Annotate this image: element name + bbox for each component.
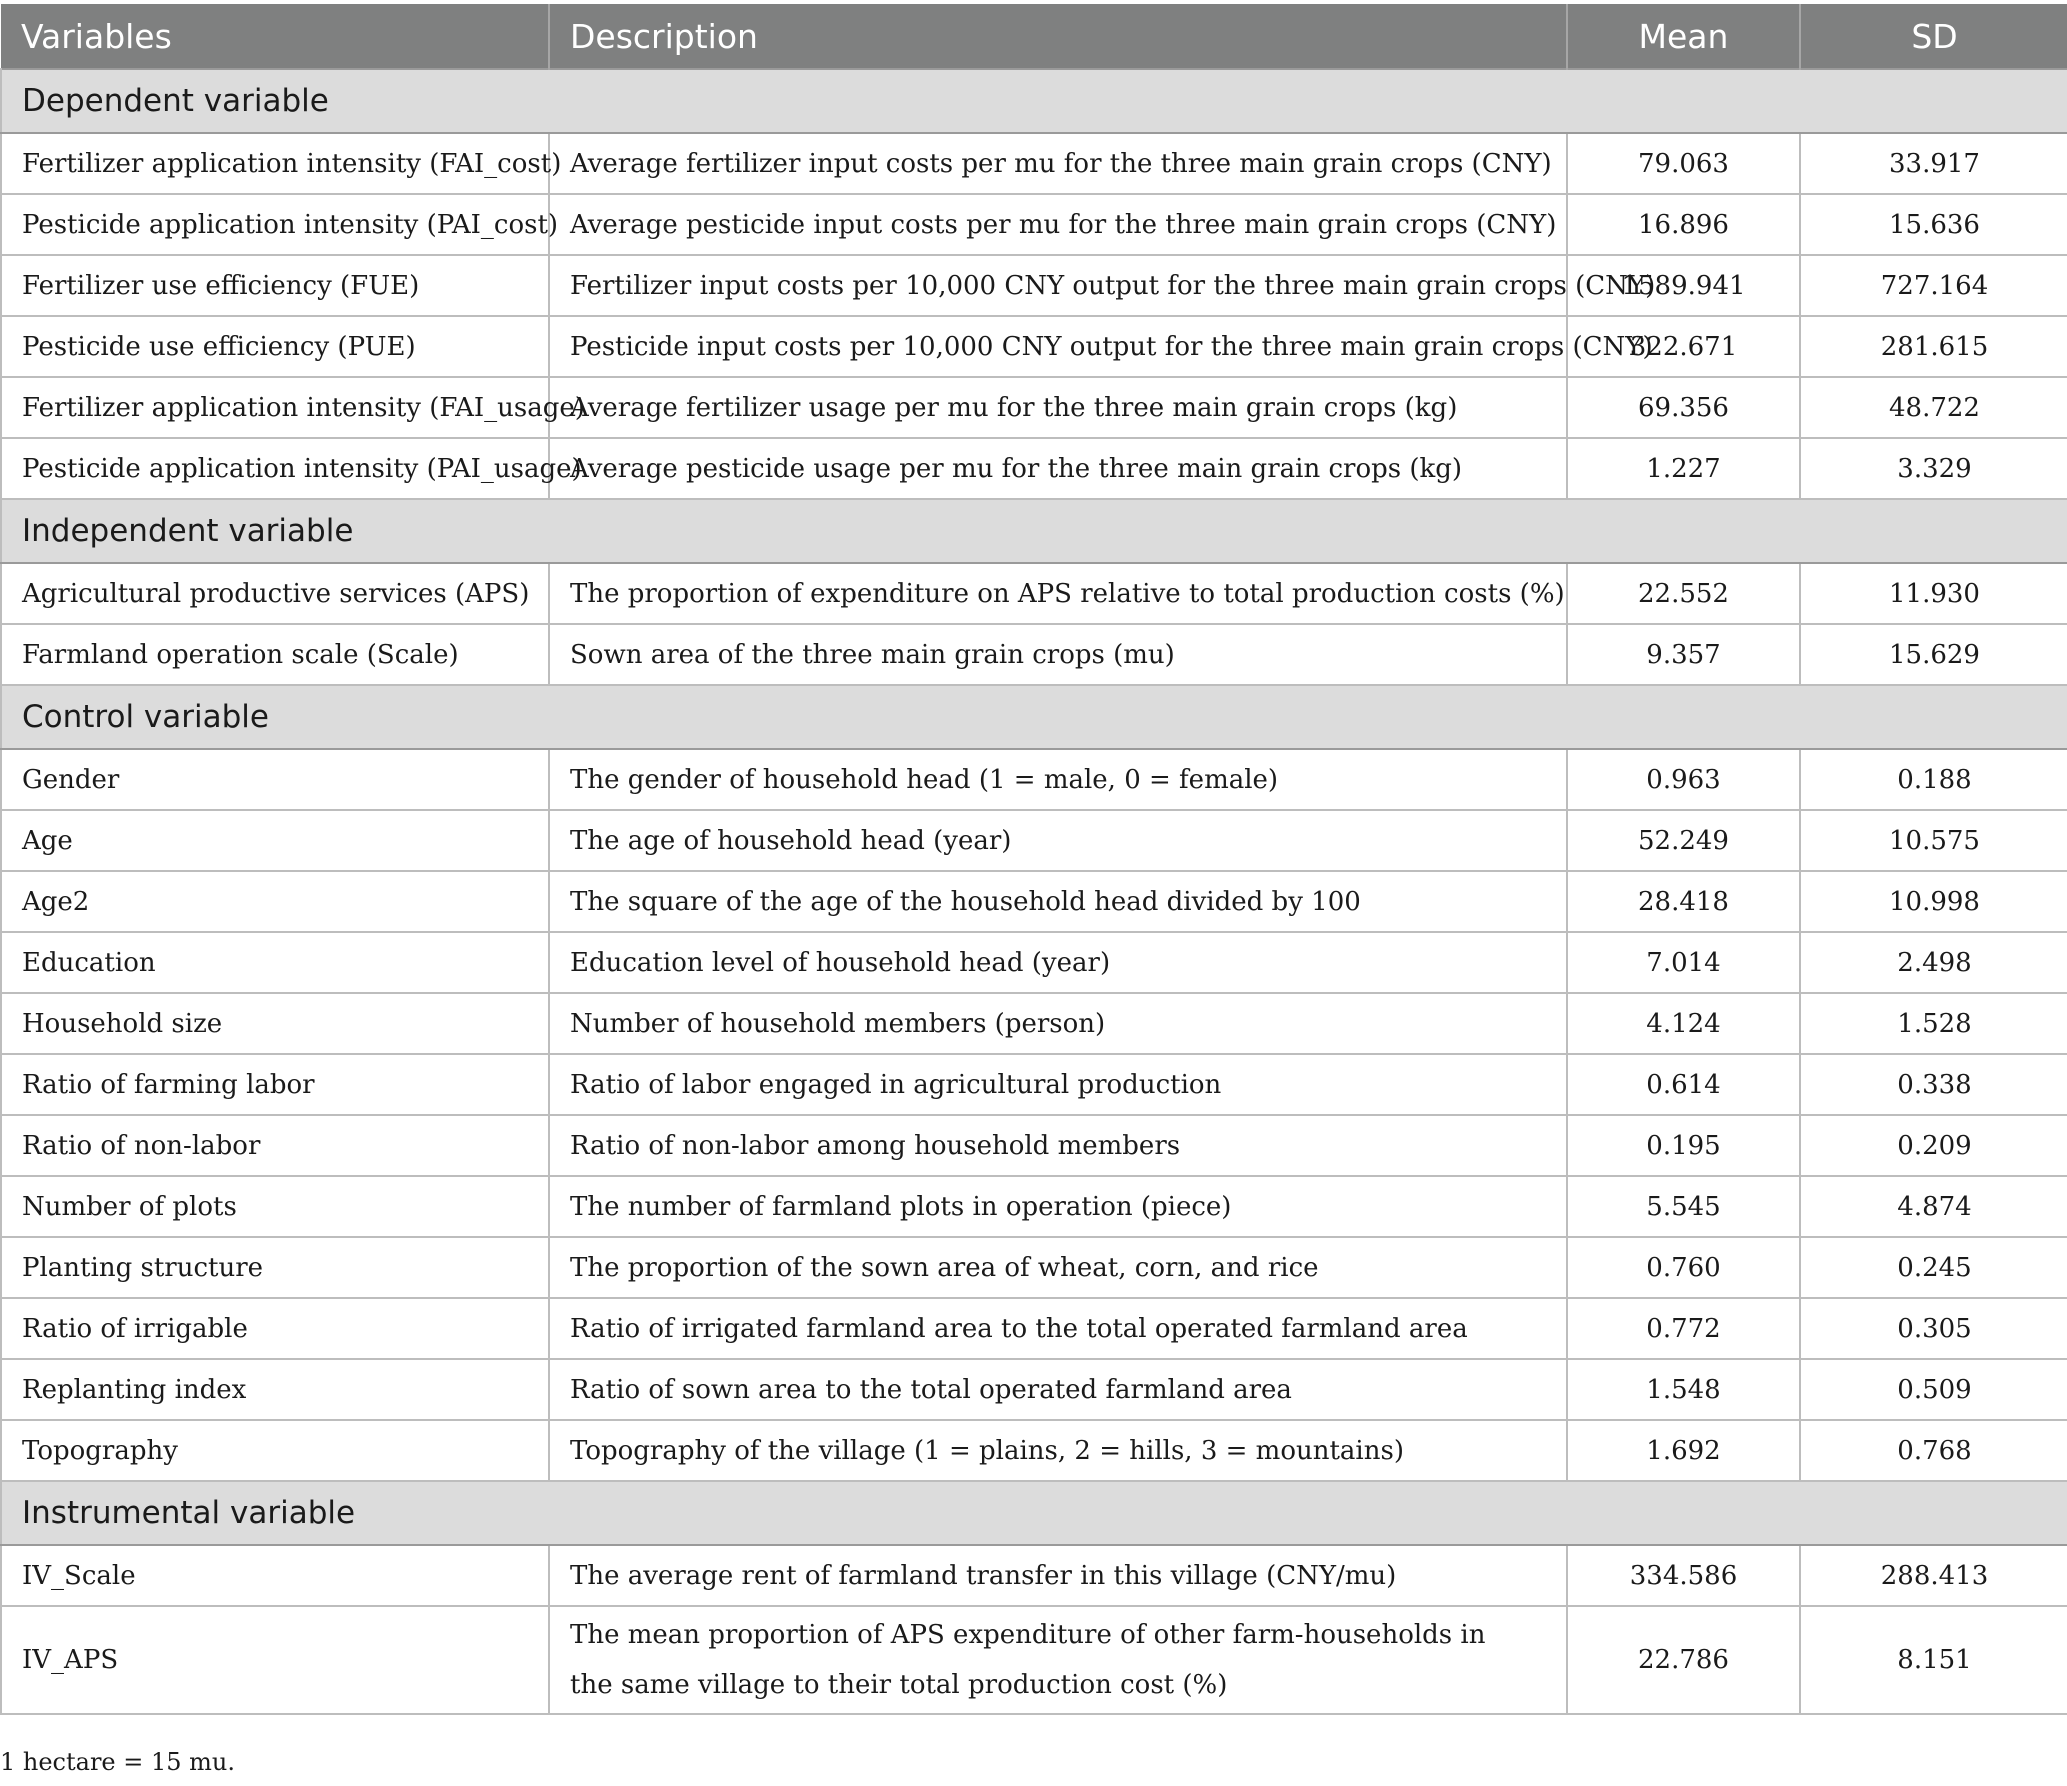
variable-cell: Age2 bbox=[1, 871, 549, 932]
variable-cell: Pesticide use efficiency (PUE) bbox=[1, 316, 549, 377]
variable-cell: IV_Scale bbox=[1, 1545, 549, 1606]
variable-cell: Education bbox=[1, 932, 549, 993]
table-row bbox=[1, 194, 2067, 255]
mean-cell: 1.227 bbox=[1567, 438, 1800, 499]
section-title: Independent variable bbox=[1, 499, 2067, 563]
mean-cell: 334.586 bbox=[1567, 1545, 1800, 1606]
mean-cell: 22.786 bbox=[1567, 1606, 1800, 1714]
table-body bbox=[1, 69, 2067, 1714]
description-cell: Sown area of the three main grain crops (mu) bbox=[549, 624, 1567, 685]
mean-cell: 1589.941 bbox=[1567, 255, 1800, 316]
mean-cell: 0.614 bbox=[1567, 1054, 1800, 1115]
mean-cell: 0.760 bbox=[1567, 1237, 1800, 1298]
description-cell: The proportion of the sown area of wheat, corn, and rice bbox=[549, 1237, 1567, 1298]
variables-table-container bbox=[0, 4, 2067, 1715]
variable-cell: Ratio of farming labor bbox=[1, 1054, 549, 1115]
sd-cell: 48.722 bbox=[1800, 377, 2067, 438]
sd-cell: 0.509 bbox=[1800, 1359, 2067, 1420]
table-row bbox=[1, 624, 2067, 685]
variable-cell: Agricultural productive services (APS) bbox=[1, 563, 549, 624]
section-title: Control variable bbox=[1, 685, 2067, 749]
sd-cell: 727.164 bbox=[1800, 255, 2067, 316]
table-row bbox=[1, 1054, 2067, 1115]
variable-cell: Pesticide application intensity (PAI_usage) bbox=[1, 438, 549, 499]
table-footnote: 1 hectare = 15 mu. bbox=[0, 1748, 236, 1776]
table-row bbox=[1, 255, 2067, 316]
table-row bbox=[1, 1420, 2067, 1481]
mean-cell: 79.063 bbox=[1567, 133, 1800, 194]
sd-cell: 1.528 bbox=[1800, 993, 2067, 1054]
variable-cell: Planting structure bbox=[1, 1237, 549, 1298]
table-row bbox=[1, 133, 2067, 194]
description-cell: Number of household members (person) bbox=[549, 993, 1567, 1054]
variable-cell: Ratio of irrigable bbox=[1, 1298, 549, 1359]
table-row bbox=[1, 438, 2067, 499]
section-row bbox=[1, 499, 2067, 563]
description-cell: The number of farmland plots in operation (piece) bbox=[549, 1176, 1567, 1237]
description-cell: Average fertilizer usage per mu for the three main grain crops (kg) bbox=[549, 377, 1567, 438]
variable-cell: Age bbox=[1, 810, 549, 871]
variable-cell: Household size bbox=[1, 993, 549, 1054]
table-row bbox=[1, 1176, 2067, 1237]
header-variables: Variables bbox=[1, 4, 549, 69]
section-row bbox=[1, 69, 2067, 133]
table-row bbox=[1, 563, 2067, 624]
description-cell: Ratio of sown area to the total operated farmland area bbox=[549, 1359, 1567, 1420]
sd-cell: 2.498 bbox=[1800, 932, 2067, 993]
description-cell: Topography of the village (1 = plains, 2 = hills, 3 = mountains) bbox=[549, 1420, 1567, 1481]
mean-cell: 7.014 bbox=[1567, 932, 1800, 993]
description-cell: Ratio of non-labor among household members bbox=[549, 1115, 1567, 1176]
mean-cell: 52.249 bbox=[1567, 810, 1800, 871]
variable-cell: Fertilizer use efficiency (FUE) bbox=[1, 255, 549, 316]
description-cell: The gender of household head (1 = male, 0 = female) bbox=[549, 749, 1567, 810]
sd-cell: 4.874 bbox=[1800, 1176, 2067, 1237]
sd-cell: 15.629 bbox=[1800, 624, 2067, 685]
table-row bbox=[1, 993, 2067, 1054]
description-cell: Average pesticide usage per mu for the three main grain crops (kg) bbox=[549, 438, 1567, 499]
description-cell: Pesticide input costs per 10,000 CNY output for the three main grain crops (CNY) bbox=[549, 316, 1567, 377]
table-row bbox=[1, 1359, 2067, 1420]
sd-cell: 10.998 bbox=[1800, 871, 2067, 932]
sd-cell: 33.917 bbox=[1800, 133, 2067, 194]
sd-cell: 288.413 bbox=[1800, 1545, 2067, 1606]
variable-cell: Replanting index bbox=[1, 1359, 549, 1420]
sd-cell: 8.151 bbox=[1800, 1606, 2067, 1714]
mean-cell: 5.545 bbox=[1567, 1176, 1800, 1237]
table-row bbox=[1, 810, 2067, 871]
variable-cell: Pesticide application intensity (PAI_cost) bbox=[1, 194, 549, 255]
mean-cell: 1.692 bbox=[1567, 1420, 1800, 1481]
table-row bbox=[1, 1237, 2067, 1298]
section-title: Instrumental variable bbox=[1, 1481, 2067, 1545]
description-cell: The age of household head (year) bbox=[549, 810, 1567, 871]
mean-cell: 22.552 bbox=[1567, 563, 1800, 624]
sd-cell: 11.930 bbox=[1800, 563, 2067, 624]
table-header-row bbox=[1, 4, 2067, 69]
table-row bbox=[1, 1115, 2067, 1176]
sd-cell: 0.209 bbox=[1800, 1115, 2067, 1176]
description-cell: Fertilizer input costs per 10,000 CNY output for the three main grain crops (CNY) bbox=[549, 255, 1567, 316]
header-mean: Mean bbox=[1567, 4, 1800, 69]
sd-cell: 0.305 bbox=[1800, 1298, 2067, 1359]
mean-cell: 16.896 bbox=[1567, 194, 1800, 255]
table-row bbox=[1, 1606, 2067, 1714]
sd-cell: 0.768 bbox=[1800, 1420, 2067, 1481]
sd-cell: 0.338 bbox=[1800, 1054, 2067, 1115]
table-row bbox=[1, 316, 2067, 377]
table-row bbox=[1, 932, 2067, 993]
description-cell: The average rent of farmland transfer in this village (CNY/mu) bbox=[549, 1545, 1567, 1606]
variable-cell: Number of plots bbox=[1, 1176, 549, 1237]
sd-cell: 0.188 bbox=[1800, 749, 2067, 810]
mean-cell: 4.124 bbox=[1567, 993, 1800, 1054]
table-row bbox=[1, 377, 2067, 438]
table-row bbox=[1, 1545, 2067, 1606]
mean-cell: 1.548 bbox=[1567, 1359, 1800, 1420]
description-cell: Average pesticide input costs per mu for the three main grain crops (CNY) bbox=[549, 194, 1567, 255]
header-sd: SD bbox=[1800, 4, 2067, 69]
description-cell: Education level of household head (year) bbox=[549, 932, 1567, 993]
mean-cell: 0.195 bbox=[1567, 1115, 1800, 1176]
section-title: Dependent variable bbox=[1, 69, 2067, 133]
mean-cell: 0.772 bbox=[1567, 1298, 1800, 1359]
section-row bbox=[1, 1481, 2067, 1545]
variables-table bbox=[0, 4, 2067, 1715]
description-cell: Average fertilizer input costs per mu for the three main grain crops (CNY) bbox=[549, 133, 1567, 194]
mean-cell: 322.671 bbox=[1567, 316, 1800, 377]
mean-cell: 0.963 bbox=[1567, 749, 1800, 810]
table-row bbox=[1, 871, 2067, 932]
sd-cell: 3.329 bbox=[1800, 438, 2067, 499]
sd-cell: 281.615 bbox=[1800, 316, 2067, 377]
table-row bbox=[1, 1298, 2067, 1359]
table-row bbox=[1, 749, 2067, 810]
header-description: Description bbox=[549, 4, 1567, 69]
sd-cell: 15.636 bbox=[1800, 194, 2067, 255]
variable-cell: Fertilizer application intensity (FAI_cost) bbox=[1, 133, 549, 194]
description-cell: The proportion of expenditure on APS relative to total production costs (%) bbox=[549, 563, 1567, 624]
variable-cell: IV_APS bbox=[1, 1606, 549, 1714]
section-row bbox=[1, 685, 2067, 749]
description-cell: Ratio of labor engaged in agricultural production bbox=[549, 1054, 1567, 1115]
variable-cell: Fertilizer application intensity (FAI_usage) bbox=[1, 377, 549, 438]
mean-cell: 28.418 bbox=[1567, 871, 1800, 932]
sd-cell: 0.245 bbox=[1800, 1237, 2067, 1298]
variable-cell: Gender bbox=[1, 749, 549, 810]
description-cell: The square of the age of the household head divided by 100 bbox=[549, 871, 1567, 932]
mean-cell: 9.357 bbox=[1567, 624, 1800, 685]
variable-cell: Ratio of non-labor bbox=[1, 1115, 549, 1176]
mean-cell: 69.356 bbox=[1567, 377, 1800, 438]
sd-cell: 10.575 bbox=[1800, 810, 2067, 871]
description-cell: The mean proportion of APS expenditure of other farm-households in the same village to their total production cost (%) bbox=[549, 1606, 1567, 1714]
variable-cell: Topography bbox=[1, 1420, 549, 1481]
variable-cell: Farmland operation scale (Scale) bbox=[1, 624, 549, 685]
description-cell: Ratio of irrigated farmland area to the total operated farmland area bbox=[549, 1298, 1567, 1359]
